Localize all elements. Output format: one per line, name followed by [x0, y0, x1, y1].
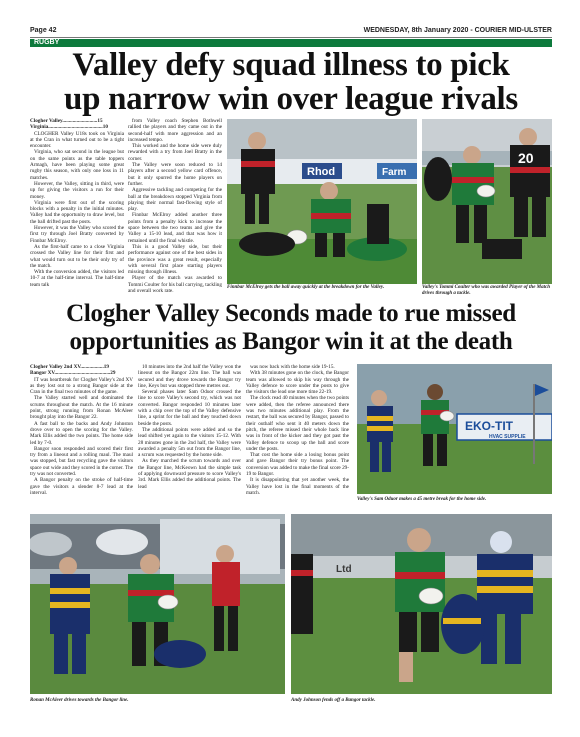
issue-date: WEDNESDAY, 8th January 2020 - COURIER MID-ULSTER	[363, 27, 552, 34]
story2-column-3	[246, 364, 349, 514]
article-paragraph: was now back with the home side 19-15.	[250, 364, 335, 370]
story2-headline-line1: Clogher Valley Seconds made to rue missed	[66, 300, 516, 327]
banner-text-1: Rhod	[307, 166, 336, 178]
header-rule	[30, 37, 552, 38]
photo-coulter	[422, 119, 552, 284]
article-paragraph: Several phases later Sam Oduor crossed the line to score Valley's second try, which was not converted. Bangor responded 10 minutes later with a chip over the top of the Valley defensive line, a sprint for the ball and they touched down beside the posts.	[138, 389, 241, 427]
page-header	[30, 27, 552, 39]
article-paragraph: Aggressive tackling and competing for the ball at the breakdown stopped Virginia from playing their normal fast-flowing style of play.	[128, 187, 222, 213]
article-paragraph: CLOGHER Valley U18s took on Virginia at the Cran in what turned out to be a tight encounter.	[30, 130, 124, 150]
article-paragraph: As they marched the scrum towards and over the Bangor line, McKeown had the simple task of applying downward pressure to score Valley's 3rd. Mark Ellis added the additional points. The lead	[138, 458, 241, 490]
article-paragraph: With the conversion added, the visitors led 10-7 at the half-time interval. The half-time team talk	[30, 269, 124, 288]
article-paragraph: The clock read 40 minutes when the two points were added, then the referee announced there was two minutes additional play. From the restart, the ball was secured by Bangor, passed to their outhalf who sent it 40 meters down the pitch, the referee missed their whole back line was in front of the kicker and they got past the Valley defence to scoop up the ball and score under the posts.	[246, 395, 349, 452]
section-banner	[30, 39, 552, 47]
article-paragraph: However, it was the Valley who scored the first try through Joel Bratty converted by Finnbar McElroy.	[30, 225, 124, 244]
article-paragraph: A fast ball to the backs and Andy Johnston drove over to open the scoring for the Valley. Mark Ellis added the two points. The home side led by 7-0.	[30, 420, 133, 446]
caption-johnson: Andy Johnson fends off a Bangor tackle.	[291, 698, 376, 703]
score-line: Clogher Valley 2nd XV..................19	[30, 364, 109, 370]
article-paragraph: As the first-half came to a close Virginia crossed the Valley line for their first and what would turn out to be their only try of the match.	[30, 243, 124, 269]
banner-text-3: EKO-TIT	[465, 419, 513, 433]
article-paragraph: This is a good Valley side, but their performance against one of the best sides in the province was a great result, especially with several first place starting players missing through illness.	[128, 243, 222, 276]
article-paragraph: IT was heartbreak for Clogher Valley's 2nd XV as they lost out to a strong Bangor side at the Cran in the final two minutes of the game.	[30, 376, 133, 396]
score-line: Clogher Valley...........................15	[30, 118, 103, 124]
article-paragraph: 10 minutes into the 2nd half the Valley won the lineout on the Bangor 22m line. The ball was secured and they drove towards the Bangor try line, Keys but was stopped three metres out.	[138, 364, 241, 389]
photo-johnson-fend	[291, 514, 552, 694]
score-line: Bangor XV...........................................29	[30, 370, 116, 377]
photo-mcaleer-drive	[30, 514, 285, 694]
jersey-number: 20	[518, 150, 534, 166]
article-paragraph: The additional points were added and so the lead shifted yet again to the visitors 15-12. With 28 minutes gone in the 2nd half, the Valley were awarded a penalty 5m out from the Bangor line, a scrum was requested by the home side.	[138, 426, 241, 459]
banner-text-3-sub: HVAC SUPPLIE	[489, 434, 526, 440]
banner-text-4: Ltd	[336, 564, 352, 575]
article-paragraph: Virginia were first out of the scoring blocks with a penalty in the initial minutes. Valley had the opportunity to draw level, but the ball drifted past the posts.	[30, 199, 124, 225]
story2-column-2	[138, 364, 241, 514]
story1-headline-line1: Valley defy squad illness to pick	[72, 47, 510, 83]
article-paragraph: Player of the match was awarded to Tommi Coulter for his ball carrying, tackling and overall work rate.	[128, 275, 222, 295]
article-paragraph: Finnbar McElroy added another three points from a penalty kick to increase the space between the two teams and give the Valley a 15-10 lead, and that was how it remained until the final whistle.	[128, 212, 222, 244]
story2-headline-line2: opportunities as Bangor win it at the death	[69, 328, 513, 355]
article-paragraph: With 38 minutes gone on the clock, the Bangor team was allowed to skip his way through the Valley defence to score under the posts to give the visitors the lead one more time 22-19.	[246, 370, 349, 396]
article-paragraph: It is disappointing that yet another week, the Valley have lost in the final moments of the match.	[246, 477, 349, 496]
caption-coulter: Valley's Tommi Coulter who was awarded Player of the Match drives through a tackle.	[422, 285, 551, 296]
photo-mcelroy-breakdown	[227, 119, 417, 284]
story1-headline-line2: up narrow win over league rivals	[64, 81, 518, 117]
section-label: RUGBY	[34, 39, 60, 46]
article-paragraph: Virginia, who sat second in the league but on the same points as the table toppers Armagh, have been playing some great rugby this season, with only one loss in 11 matches.	[30, 149, 124, 181]
story2-column-1	[30, 364, 133, 514]
article-paragraph: However, the Valley, sitting in third, were up for giving the visitors a run for their money.	[30, 180, 124, 200]
article-paragraph: The Valley started well and dominated the scrums throughout the match. At the 16 minute point, strong running from Ronan McAleer brought play into the Bangor 22.	[30, 395, 133, 421]
article-paragraph: The Valley were soon reduced to 14 players after a second yellow card offence, but it only spurred the home players on further.	[128, 162, 222, 187]
story2-headline	[30, 300, 552, 356]
article-paragraph: A Bangor penalty on the stroke of half-time gave the visitors a slender 8-7 lead at the interval.	[30, 477, 133, 496]
caption-mcelroy: Finnbar McElroy gets the ball away quickly at the breakdown for the Valley.	[227, 285, 385, 290]
page-number: Page 42	[30, 27, 57, 34]
story1-column-2	[128, 118, 222, 296]
article-paragraph: Bangor soon responded and scored their first try from a lineout and a rolling maul. The maul was stopped, but fast recycling gave the visitors space out wide and they scored in the corner. The try was not converted.	[30, 445, 133, 478]
score-line: Virginia..........................................10	[30, 124, 108, 131]
article-paragraph: from Valley coach Stephen Bothwell rallied the players and they came out in the second-half with more aggression and an increased tempo.	[128, 118, 222, 143]
story1-column-1	[30, 118, 124, 296]
banner-text-2: Farm	[382, 167, 407, 178]
caption-mcaleer: Ronan McAleer drives towards the Bangor line.	[30, 698, 129, 703]
article-paragraph: That cost the home side a losing bonus point and gave Bangor their try bonus point. The conversion was added to make the final score 29-19 to Bangor.	[246, 452, 349, 478]
photo-oduor-break	[357, 364, 552, 494]
caption-oduor: Valley's Sam Oduor makes a 45 metre break for the home side.	[357, 497, 487, 502]
article-paragraph: This worked and the home side were duly rewarded with a try from Joel Bratty in the corner.	[128, 143, 222, 162]
story1-headline	[30, 48, 552, 116]
